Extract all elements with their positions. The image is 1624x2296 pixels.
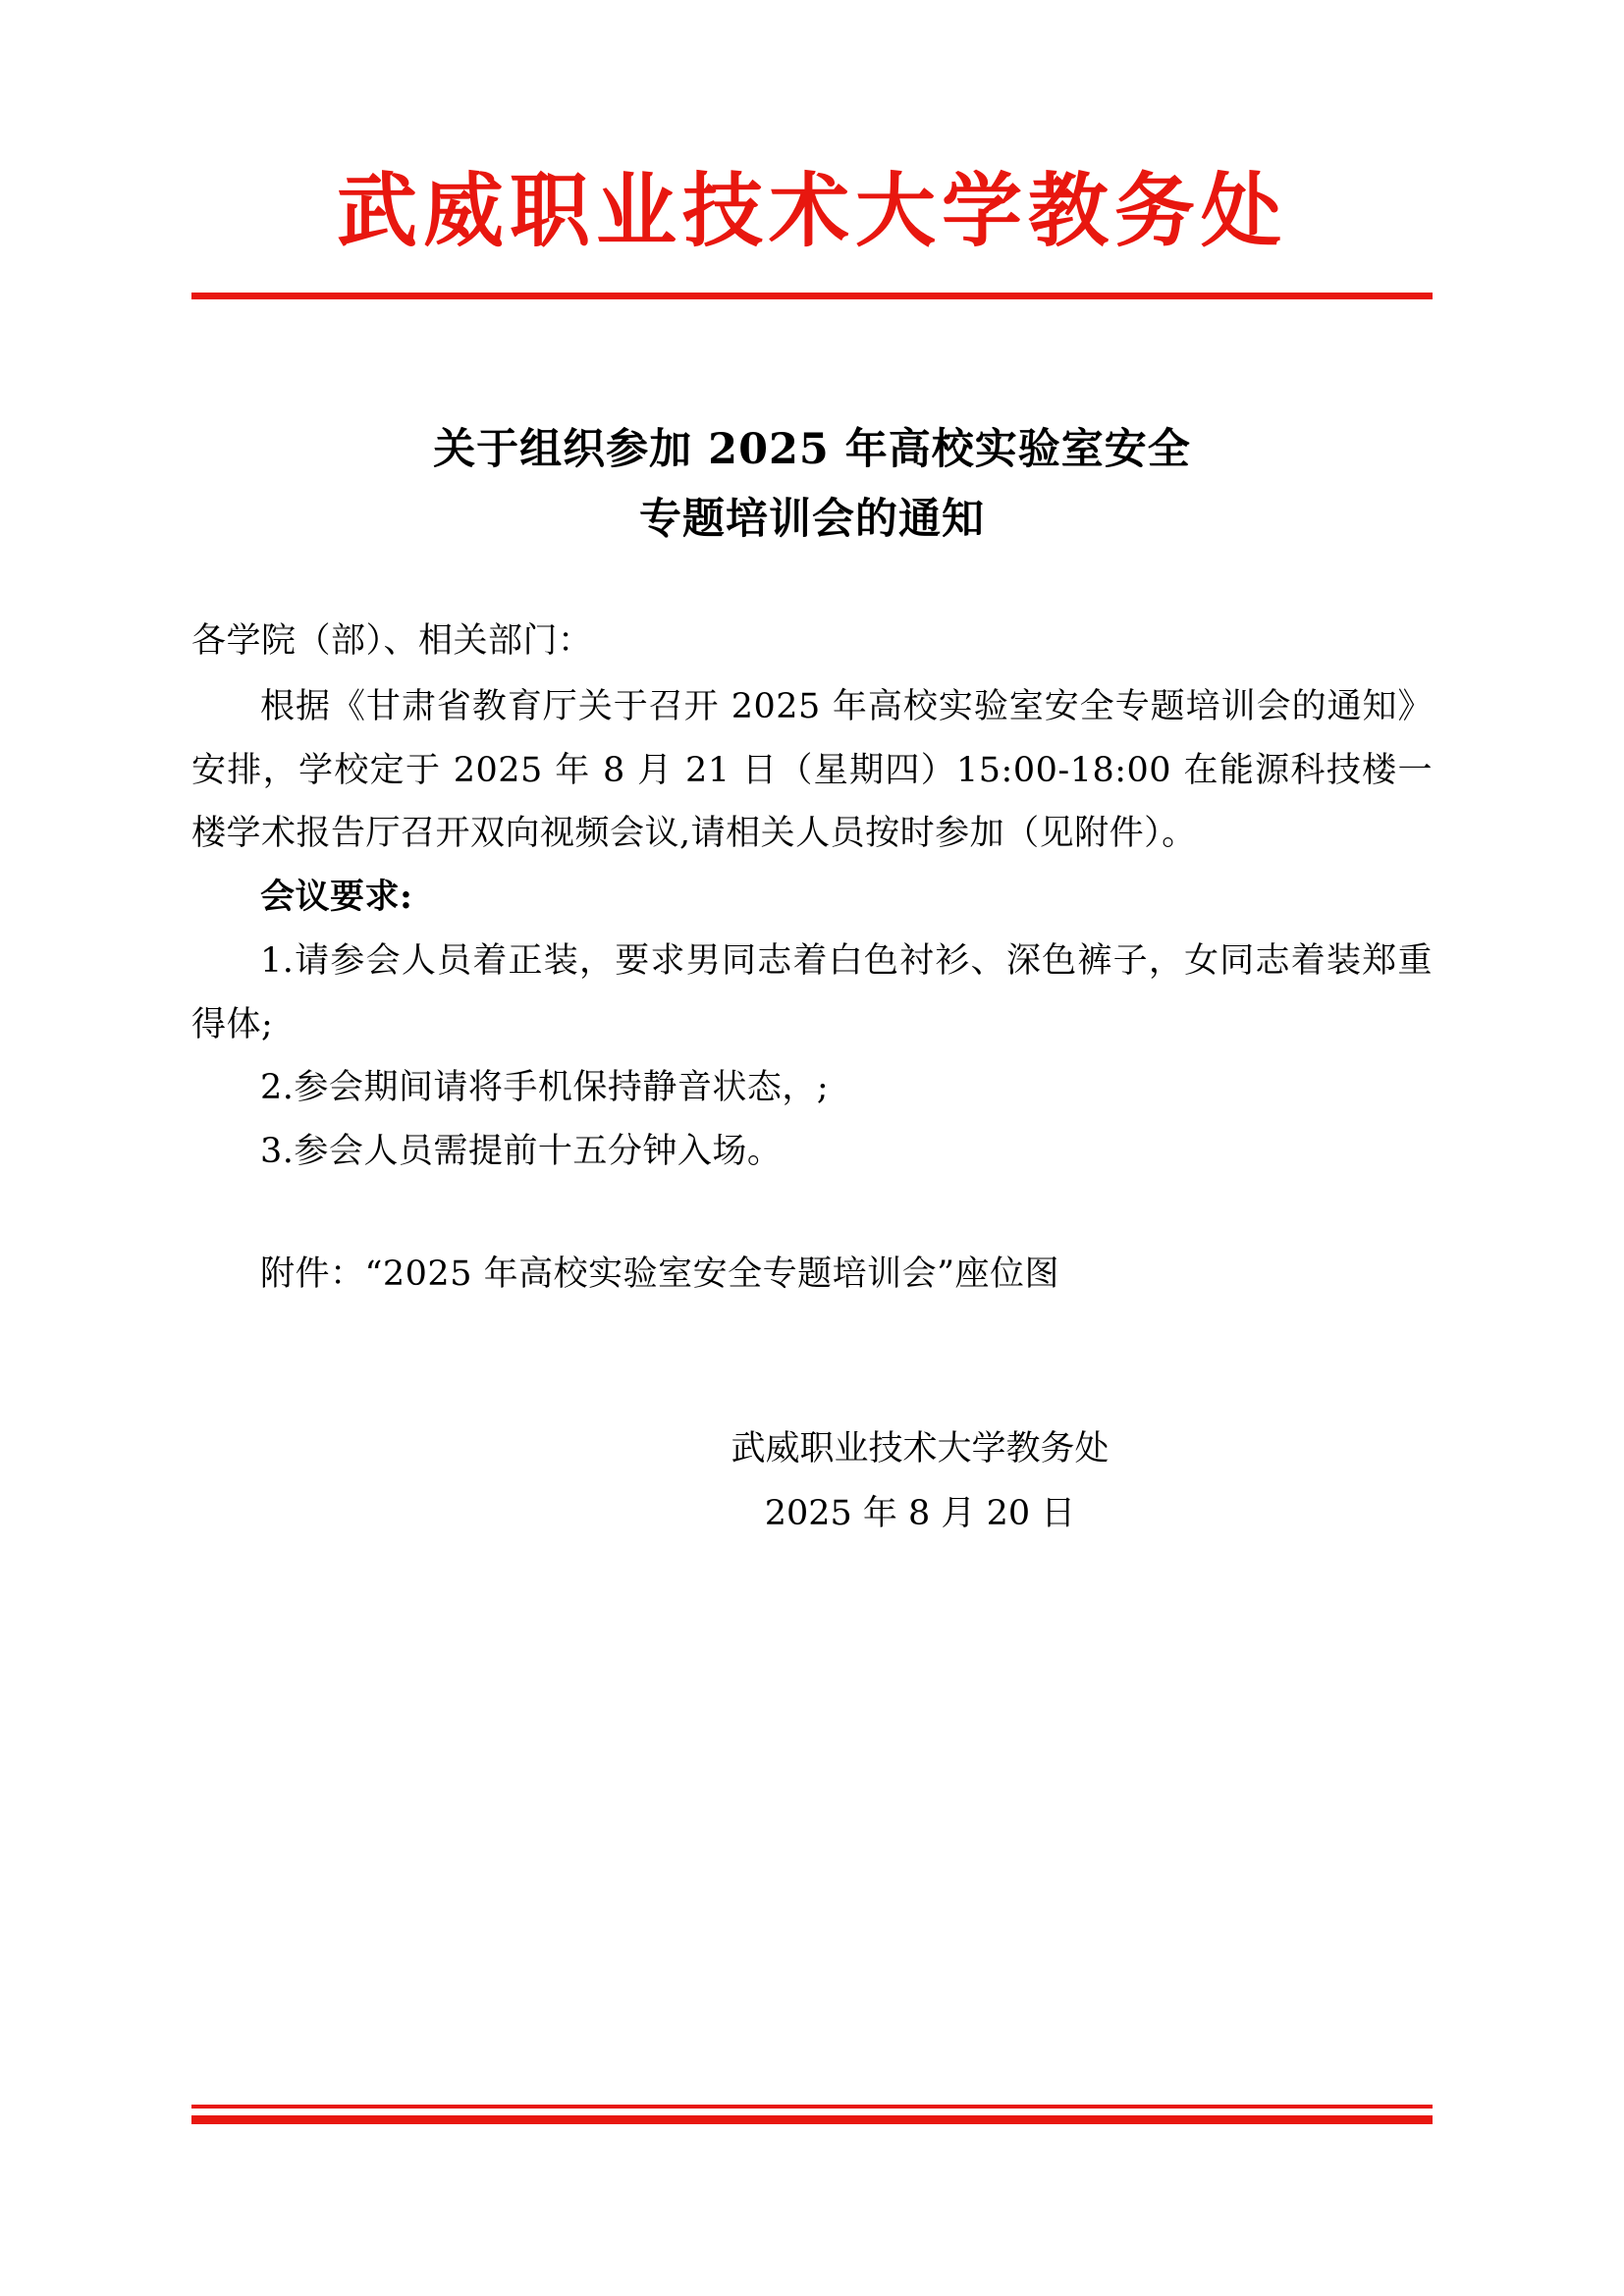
letterhead-divider bbox=[191, 293, 1433, 299]
page-title-line-1: 关于组织参加 2025 年高校实验室安全 bbox=[433, 425, 1191, 475]
signature-organization: 武威职业技术大学教务处 bbox=[731, 1428, 1110, 1468]
signature-block bbox=[191, 1416, 1433, 1547]
requirement-item-2: 2.参会期间请将手机保持静音状态，; bbox=[260, 1068, 830, 1108]
paragraph-background: 根据《甘肃省教育厅关于召开 2025 年高校实验室安全专题培训会的通知》安排，学校定于 2025 年 8 月 21 日（星期四）15:00-18:00 在能源科技楼一楼学术报告厅召开双向视频会议,请相关人员按时参加（见附件）。 bbox=[191, 686, 1433, 854]
requirement-item-1: 1.请参会人员着正装，要求男同志着白色衬衫、深色裤子，女同志着装郑重得体; bbox=[191, 940, 1433, 1044]
letterhead bbox=[191, 164, 1433, 299]
attachment-note: 附件：“2025 年高校实验室安全专题培训会”座位图 bbox=[260, 1254, 1059, 1294]
requirements-heading: 会议要求: bbox=[260, 877, 413, 918]
salutation: 各学院（部）、相关部门： bbox=[191, 621, 593, 662]
signature-date: 2025 年 8 月 20 日 bbox=[764, 1494, 1076, 1534]
document-body bbox=[191, 610, 1433, 1307]
letterhead-title: 武威职业技术大学教务处 bbox=[336, 164, 1287, 258]
page-title-line-2: 专题培训会的通知 bbox=[639, 495, 985, 545]
requirement-item-3: 3.参会人员需提前十五分钟入场。 bbox=[260, 1132, 783, 1172]
footer-divider bbox=[191, 2105, 1433, 2124]
page-title bbox=[191, 415, 1433, 555]
footer-divider-thick bbox=[191, 2115, 1433, 2124]
footer-divider-gap bbox=[191, 2109, 1433, 2115]
